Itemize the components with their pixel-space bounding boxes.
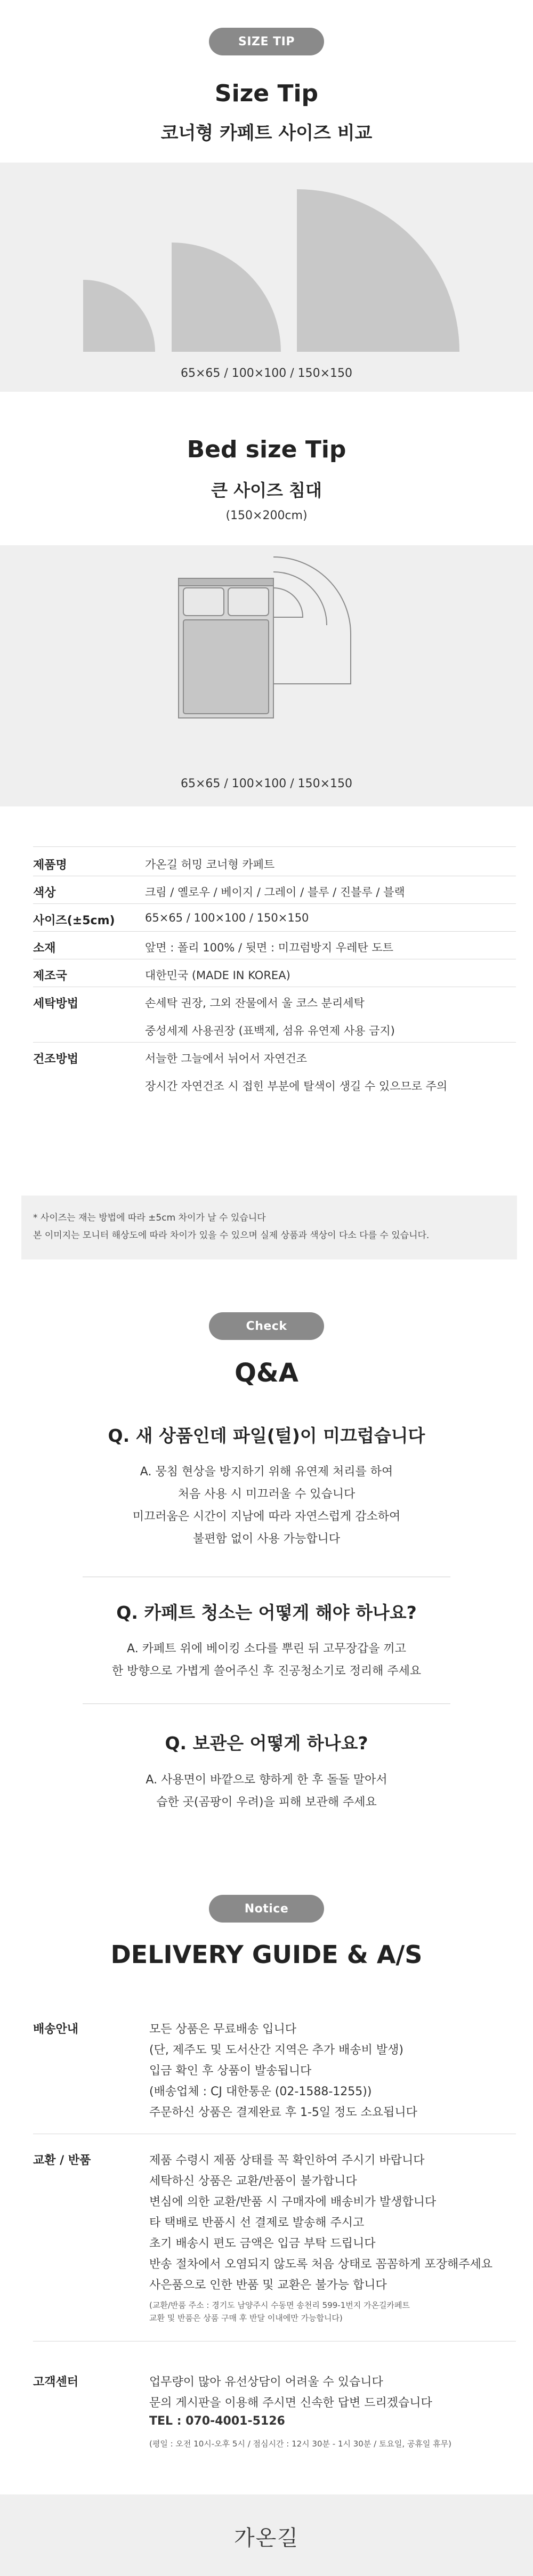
qa-answer-line: A. 뭉침 현상을 방지하기 위해 유연제 처리를 하여	[140, 1465, 393, 1479]
qa-question: Q. 카페트 청소는 어떻게 해야 하나요?	[116, 1602, 417, 1623]
delivery-line: 문의 게시판을 이용해 주시면 신속한 답변 드리겠습니다	[149, 2396, 432, 2410]
delivery-line: (단, 제주도 및 도서산간 지역은 추가 배송비 발생)	[149, 2044, 403, 2057]
delivery-section-label: 교환 / 반품	[33, 2154, 91, 2167]
size-comparison-panel	[0, 163, 533, 392]
delivery-line: 주문하신 상품은 결제완료 후 1-5일 정도 소요됩니다	[149, 2106, 417, 2119]
bed-tip-subtitle: 큰 사이즈 침대	[211, 480, 322, 500]
spec-value: 크림 / 옐로우 / 베이지 / 그레이 / 블루 / 진블루 / 블랙	[145, 886, 405, 899]
footer	[0, 2494, 533, 2576]
delivery-title: DELIVERY GUIDE & A/S	[110, 1940, 423, 1969]
brand-logo: 가온길	[234, 2526, 299, 2550]
spec-value: 중성세제 사용권장 (표백제, 섬유 유연제 사용 금지)	[145, 1024, 395, 1037]
spec-value: 앞면 : 폴리 100% / 뒷면 : 미끄럼방지 우레탄 도트	[145, 941, 393, 954]
delivery-badge: Notice	[209, 1895, 324, 1923]
bed-tip-title: Bed size Tip	[187, 436, 346, 463]
bed-tip-dimensions: (150×200cm)	[225, 509, 308, 522]
delivery-line: 초기 배송시 편도 금액은 입금 부탁 드립니다	[149, 2237, 376, 2250]
spec-value: 서늘한 그늘에서 뉘어서 자연건조	[145, 1052, 308, 1065]
bed-with-carpets-illustration	[0, 545, 533, 806]
qa-answer-line: 처음 사용 시 미끄러울 수 있습니다	[177, 1488, 356, 1501]
spec-row-origin	[33, 959, 516, 987]
delivery-small-note: 교환 및 반품은 상품 구매 후 반달 이내에만 가능합니다)	[149, 2313, 343, 2323]
pillow-left	[183, 588, 224, 616]
size-tip-subtitle: 코너형 카페트 사이즈 비교	[160, 123, 373, 144]
spec-label: 사이즈(±5cm)	[33, 914, 115, 927]
spec-label: 세탁방법	[33, 997, 79, 1011]
spec-value: 손세탁 권장, 그외 잔물에서 울 코스 분리세탁	[145, 997, 365, 1010]
customer-center-phone: TEL : 070-4001-5126	[149, 2415, 285, 2428]
qa-answer-line: A. 사용면이 바깥으로 향하게 한 후 돌돌 말아서	[146, 1773, 387, 1787]
delivery-line: 세탁하신 상품은 교환/반품이 불가합니다	[149, 2175, 357, 2188]
qa-question: Q. 보관은 어떻게 하나요?	[165, 1733, 368, 1754]
spec-row-size	[33, 904, 516, 932]
spec-row-material	[33, 932, 516, 959]
delivery-line: 모든 상품은 무료배송 입니다	[149, 2023, 297, 2036]
qa-answer-line: 습한 곳(곰팡이 우려)을 피해 보관해 주세요	[156, 1796, 377, 1809]
delivery-line: 타 택배로 반품시 선 결제로 발송해 주시고	[149, 2216, 365, 2230]
bed-headboard	[179, 578, 273, 586]
size-tip-badge: SIZE TIP	[209, 28, 324, 55]
size-tip-title: Size Tip	[214, 80, 319, 107]
spec-top-border	[33, 846, 516, 847]
delivery-section-label: 고객센터	[33, 2376, 79, 2389]
spec-value: 가온길 허밍 코너형 카페트	[145, 858, 275, 871]
delivery-small-note: (교환/반품 주소 : 경기도 남양주시 수동면 송천리 599-1번지 가온길카페트	[149, 2300, 410, 2310]
delivery-line: 사은품으로 인한 반품 및 교환은 불가능 합니다	[149, 2279, 387, 2292]
qa-answer-line: 미끄러움은 시간이 지남에 따라 자연스럽게 감소하여	[132, 1510, 401, 1523]
qa-question: Q. 새 상품인데 파일(털)이 미끄럽습니다	[108, 1425, 425, 1446]
bed-tip-caption: 65×65 / 100×100 / 150×150	[180, 777, 353, 790]
delivery-line: 입금 확인 후 상품이 발송됩니다	[149, 2064, 312, 2078]
spec-value: 65×65 / 100×100 / 150×150	[145, 911, 309, 924]
spec-value: 장시간 자연건조 시 접힌 부분에 탈색이 생길 수 있으므로 주의	[145, 1080, 448, 1093]
delivery-section-label: 배송안내	[33, 2023, 79, 2036]
bed-comparison-panel	[0, 545, 533, 806]
spec-label: 소재	[33, 942, 56, 955]
pillow-right	[228, 588, 269, 616]
spec-row-name	[33, 849, 516, 876]
note-line: 본 이미지는 모니터 해상도에 따라 차이가 있을 수 있으며 실제 상품과 색상이 다소 다를 수 있습니다.	[33, 1230, 430, 1241]
spec-row-washing	[33, 987, 516, 1043]
blanket	[183, 620, 269, 714]
notice-box	[21, 1196, 517, 1259]
carpet-outline-150	[273, 557, 351, 684]
delivery-line: 변심에 의한 교환/반품 시 구매자에 배송비가 발생합니다	[149, 2195, 437, 2209]
delivery-line: (배송업체 : CJ 대한통운 (02-1588-1255))	[149, 2085, 372, 2098]
delivery-line: 업무량이 많아 유선상담이 어려울 수 있습니다	[149, 2376, 383, 2389]
spec-label: 색상	[33, 886, 56, 900]
spec-row-color	[33, 876, 516, 904]
spec-label: 건조방법	[33, 1053, 79, 1066]
corner-carpet-sizes-illustration	[0, 163, 533, 392]
qa-title: Q&A	[235, 1358, 298, 1388]
delivery-line: 제품 수령시 제품 상태를 꼭 확인하여 주시기 바랍니다	[149, 2154, 425, 2167]
carpet-100-shape	[172, 243, 281, 352]
carpet-150-shape	[297, 189, 459, 352]
spec-row-drying	[33, 1043, 516, 1098]
qa-answer-line: 한 방향으로 가볍게 쓸어주신 후 진공청소기로 정리해 주세요	[111, 1665, 422, 1678]
note-line: * 사이즈는 재는 방법에 따라 ±5cm 차이가 날 수 있습니다	[33, 1213, 266, 1223]
qa-divider	[83, 1703, 450, 1704]
size-tip-caption: 65×65 / 100×100 / 150×150	[180, 367, 353, 380]
spec-label: 제품명	[33, 859, 67, 872]
delivery-small-note: (평일 : 오전 10시-오후 5시 / 점심시간 : 12시 30분 - 1시 30분 / 토요일, 공휴일 휴무)	[149, 2439, 451, 2449]
qa-answer-line: A. 카페트 위에 베이킹 소다를 뿌린 뒤 고무장갑을 끼고	[127, 1642, 406, 1656]
carpet-65-shape	[83, 280, 155, 352]
spec-label: 제조국	[33, 970, 67, 983]
qa-answer-line: 불편함 없이 사용 가능합니다	[192, 1532, 340, 1546]
delivery-line: 반송 절차에서 오염되지 않도록 처음 상태로 꼼꼼하게 포장해주세요	[149, 2258, 493, 2271]
spec-value: 대한민국 (MADE IN KOREA)	[145, 969, 290, 982]
carpet-outline-65	[273, 588, 303, 617]
qa-badge: Check	[209, 1312, 324, 1340]
